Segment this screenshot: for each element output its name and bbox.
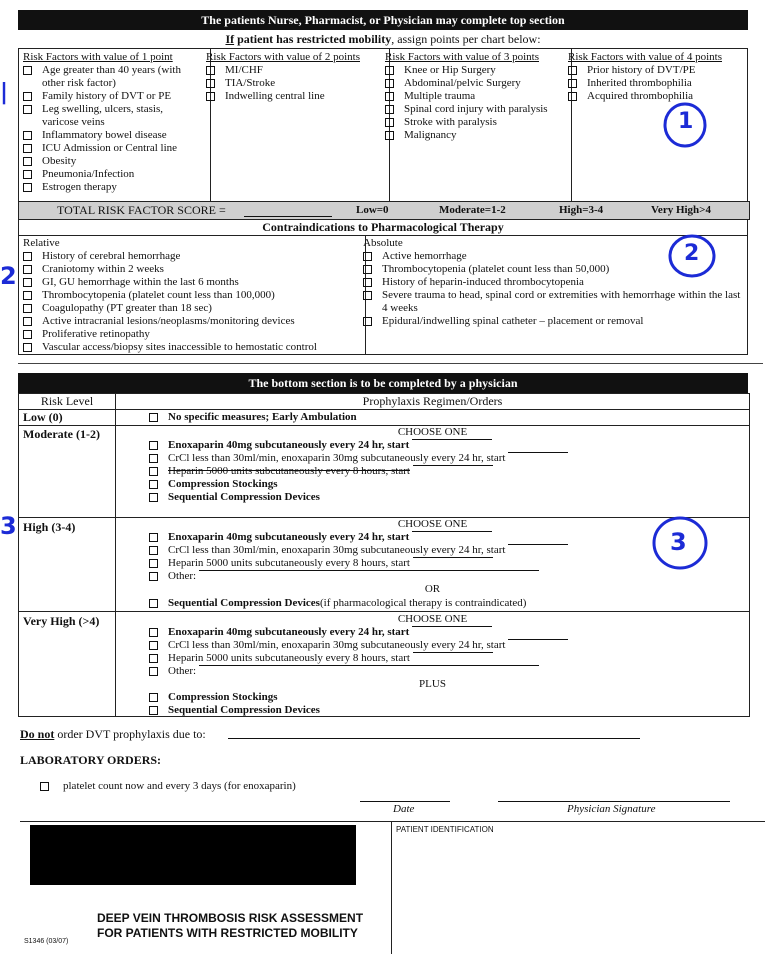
risk-1-icu[interactable]: ICU Admission or Central line [23,142,206,155]
risk-2-mi-chf[interactable]: MI/CHF [206,64,385,77]
form-code: S1346 (03/07) [24,938,69,945]
risk-4-inherited[interactable]: Inherited thrombophilia [568,77,743,90]
do-not-order-field[interactable] [228,726,640,739]
row-line [19,611,749,612]
relative-gi-gu-hemorrhage[interactable]: GI, GU hemorrhage within the last 6 months [23,276,361,289]
restricted-mobility-instruction: If patient has restricted mobility, assign points per chart below: [225,32,541,46]
relative-cerebral-hemorrhage[interactable]: History of cerebral hemorrhage [23,250,361,263]
moderate-choose-one: CHOOSE ONE [397,426,468,438]
risk-3-abdominal[interactable]: Abdominal/pelvic Surgery [385,77,567,90]
moderate-enoxaparin[interactable]: Enoxaparin 40mg subcutaneously every 24 hr, start [149,439,568,452]
very-high-other[interactable]: Other: [149,665,568,678]
risk-3-trauma[interactable]: Multiple trauma [385,90,567,103]
annotation-1-margin: | [0,80,9,105]
risk-3-stroke-paralysis[interactable]: Stroke with paralysis [385,116,567,129]
moderate-stockings[interactable]: Compression Stockings [149,478,568,491]
score-very-high: Very High>4 [651,204,711,216]
total-score-bar [18,201,750,220]
relative-retinopathy[interactable]: Proliferative retinopathy [23,328,361,341]
very-high-heparin[interactable]: Heparin 5000 units subcutaneously every 8 hours, start [149,652,568,665]
risk-col-3 [381,49,572,201]
high-scd[interactable]: Sequential Compression Devices (if pharmacological therapy is contraindicated) [149,597,526,610]
risk-1-family-history[interactable]: Family history of DVT or PE [23,90,206,103]
score-low: Low=0 [356,204,389,216]
risk-level-divider [115,394,116,716]
risk-1-pneumonia[interactable]: Pneumonia/Infection [23,168,206,181]
absolute-active-hemorrhage[interactable]: Active hemorrhage [363,250,747,263]
risk-col-4-title: Risk Factors with value of 4 points [568,51,722,63]
very-high-crcl[interactable]: CrCl less than 30ml/min, enoxaparin 30mg subcutaneously every 24 hr, start [149,639,568,652]
low-order[interactable]: No specific measures; Early Ambulation [149,411,357,424]
relative-coagulopathy[interactable]: Coagulopathy (PT greater than 18 sec) [23,302,361,315]
redaction-block [30,825,356,885]
low-label: Low (0) [23,410,63,424]
lab-platelet-count[interactable]: platelet count now and every 3 days (for enoxaparin) [40,780,296,793]
risk-1-estrogen[interactable]: Estrogen therapy [23,181,206,194]
score-moderate: Moderate=1-2 [439,204,506,216]
risk-factor-table [18,48,748,202]
absolute-hit[interactable]: History of heparin-induced thrombocytopenia [363,276,747,289]
risk-3-malignancy[interactable]: Malignancy [385,129,567,142]
absolute-title: Absolute [363,237,403,249]
very-high-choose-one: CHOOSE ONE [397,613,468,625]
moderate-heparin[interactable]: Heparin 5000 units subcutaneously every 8 hours, start [149,465,568,478]
footer-divider [20,821,765,822]
prophylaxis-table [18,393,750,717]
absolute-epidural[interactable]: Epidural/indwelling spinal catheter – placement or removal [363,315,747,328]
very-high-orders [149,626,568,678]
form-title-line-2: FOR PATIENTS WITH RESTRICTED MOBILITY [97,926,358,940]
annotation-1: 1 [678,109,694,134]
high-choose-one: CHOOSE ONE [397,518,468,530]
moderate-orders [149,439,568,504]
contraindications-table [18,219,748,355]
risk-1-ibd[interactable]: Inflammatory bowel disease [23,129,206,142]
annotation-3: 3 [670,528,687,556]
very-high-scd[interactable]: Sequential Compression Devices [149,704,320,717]
risk-4-prior-dvt[interactable]: Prior history of DVT/PE [568,64,743,77]
patient-id-label: PATIENT IDENTIFICATION [396,825,494,834]
bottom-section-header: The bottom section is to be completed by a physician [18,373,748,393]
annotation-3-margin: 3 [0,512,17,540]
col-risk-level: Risk Level [40,394,94,408]
do-not-order-line: Do not order DVT prophylaxis due to: [20,727,206,741]
risk-col-1-title: Risk Factors with value of 1 point [23,51,173,63]
moderate-label: Moderate (1-2) [23,427,100,441]
moderate-crcl[interactable]: CrCl less than 30ml/min, enoxaparin 30mg subcutaneously every 24 hr, start [149,452,568,465]
very-high-label: Very High (>4) [23,614,100,628]
very-high-enoxaparin[interactable]: Enoxaparin 40mg subcutaneously every 24 hr, start [149,626,568,639]
risk-3-spinal[interactable]: Spinal cord injury with paralysis [385,103,567,116]
signature-line[interactable] [498,801,730,802]
date-line[interactable] [360,801,450,802]
signature-label: Physician Signature [567,803,656,815]
col-prophylaxis: Prophylaxis Regimen/Orders [362,394,503,408]
high-enoxaparin[interactable]: Enoxaparin 40mg subcutaneously every 24 hr, start [149,531,568,544]
annotation-2-margin: 2 [0,262,17,290]
relative-craniotomy[interactable]: Craniotomy within 2 weeks [23,263,361,276]
very-high-extra [149,691,320,717]
very-high-stockings[interactable]: Compression Stockings [149,691,320,704]
lab-orders-title: LABORATORY ORDERS: [20,753,162,767]
absolute-severe-trauma[interactable]: Severe trauma to head, spinal cord or extremities with hemorrhage within the last 4 weeks [363,289,747,315]
very-high-plus: PLUS [419,678,446,690]
patient-id-divider [391,821,392,954]
absolute-thrombocytopenia[interactable]: Thrombocytopenia (platelet count less than 50,000) [363,263,747,276]
high-label: High (3-4) [23,520,76,534]
score-high: High=3-4 [559,204,604,216]
high-crcl[interactable]: CrCl less than 30ml/min, enoxaparin 30mg subcutaneously every 24 hr, start [149,544,568,557]
risk-3-knee-hip[interactable]: Knee or Hip Surgery [385,64,567,77]
high-orders [149,531,568,583]
relative-intracranial[interactable]: Active intracranial lesions/neoplasms/monitoring devices [23,315,361,328]
risk-2-tia-stroke[interactable]: TIA/Stroke [206,77,385,90]
section-divider [18,363,763,364]
risk-col-2 [202,49,390,201]
risk-4-acquired[interactable]: Acquired thrombophilia [568,90,743,103]
total-score-label: TOTAL RISK FACTOR SCORE = [57,203,226,217]
annotation-2: 2 [684,241,700,266]
relative-thrombocytopenia[interactable]: Thrombocytopenia (platelet count less than 100,000) [23,289,361,302]
relative-vascular-access[interactable]: Vascular access/biopsy sites inaccessible to hemostatic control [23,341,361,354]
risk-2-central-line[interactable]: Indwelling central line [206,90,385,103]
high-or: OR [424,583,441,595]
high-other[interactable]: Other: [149,570,568,583]
row-line [19,409,749,410]
risk-col-1 [19,49,211,201]
risk-col-3-title: Risk Factors with value of 3 points [385,51,539,63]
total-score-field[interactable] [244,204,332,217]
date-label: Date [393,803,415,815]
moderate-scd[interactable]: Sequential Compression Devices [149,491,568,504]
contraindications-title: Contraindications to Pharmacological Therapy [19,220,747,236]
risk-col-4 [564,49,747,105]
top-section-header: The patients Nurse, Pharmacist, or Physician may complete top section [18,10,748,30]
relative-column [19,236,366,354]
risk-1-leg-swelling[interactable]: Leg swelling, ulcers, stasis, varicose veins [23,103,206,129]
high-heparin[interactable]: Heparin 5000 units subcutaneously every 8 hours, start [149,557,568,570]
risk-1-age[interactable]: Age greater than 40 years (with other risk factor) [23,64,206,90]
risk-col-2-title: Risk Factors with value of 2 points [206,51,360,63]
form-title-line-1: DEEP VEIN THROMBOSIS RISK ASSESSMENT [97,911,364,925]
relative-title: Relative [23,237,60,249]
risk-1-obesity[interactable]: Obesity [23,155,206,168]
